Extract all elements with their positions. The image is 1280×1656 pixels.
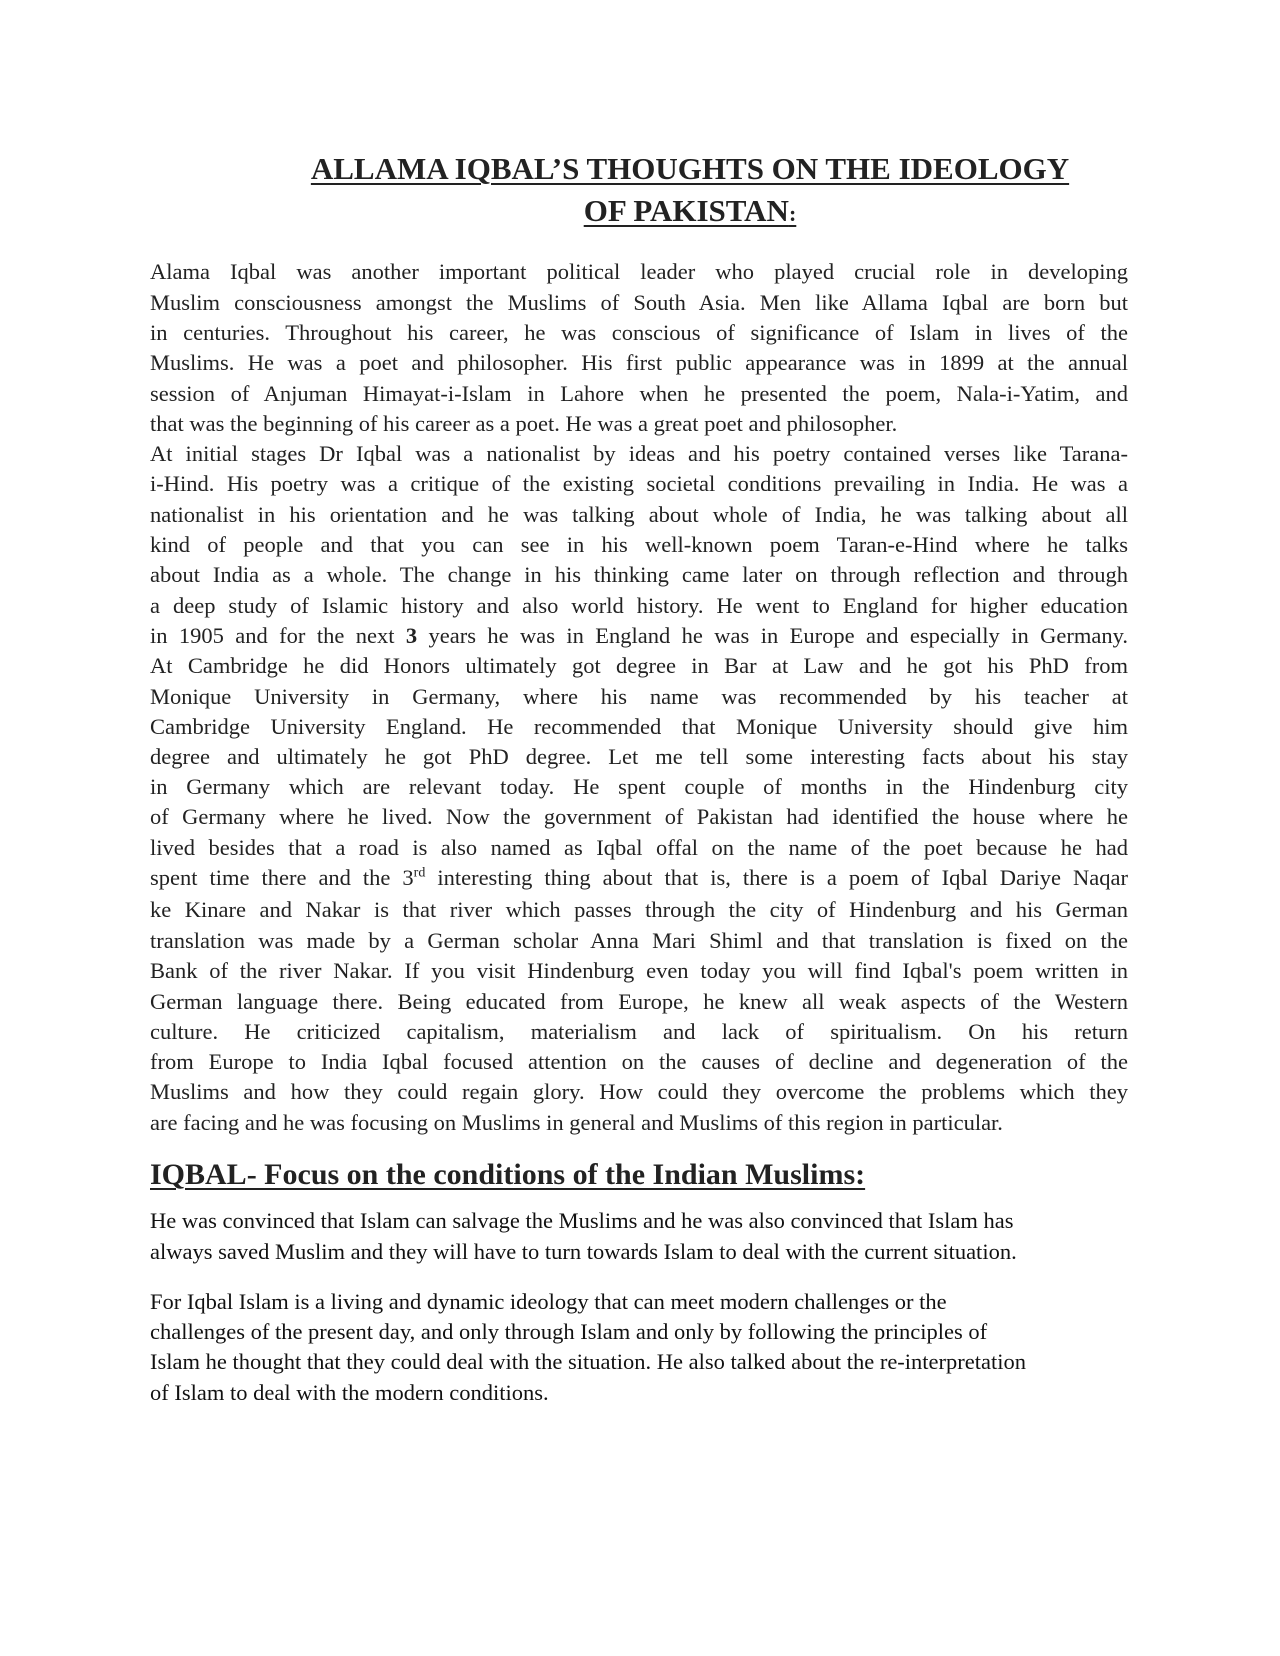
title-text-2 [584, 193, 797, 228]
text-run: in 1905 and for the next [150, 623, 406, 648]
body-line: Alama Iqbal was another important political leader who played crucial role in developing [150, 259, 1128, 284]
body-line: are facing and he was focusing on Muslims in general and Muslims of this region in particular. [150, 1110, 1003, 1135]
body-line: session of Anjuman Himayat-i-Islam in Lahore when he presented the poem, Nala-i-Yatim, and [150, 381, 1128, 406]
body-line: from Europe to India Iqbal focused attention on the causes of decline and degeneration of the [150, 1049, 1128, 1074]
title-colon: : [788, 201, 797, 226]
superscript: rd [413, 865, 426, 881]
body-line: lived besides that a road is also named as Iqbal offal on the name of the poet because he had [150, 835, 1128, 860]
body-line: of Germany where he lived. Now the government of Pakistan had identified the house where he [150, 804, 1128, 829]
title-text-1: ALLAMA IQBAL’S THOUGHTS ON THE IDEOLOGY [310, 151, 1070, 186]
body-line: translation was made by a German scholar Anna Mari Shiml and that translation is fixed on the [150, 928, 1128, 953]
body-line: Islam he thought that they could deal with the situation. He also talked about the re-interpretation [150, 1349, 1027, 1374]
text-run: interesting thing about that is, there is a poem of Iqbal Dariye Naqar [425, 865, 1128, 890]
body-line: At initial stages Dr Iqbal was a nationalist by ideas and his poetry contained verses like Tarana- [150, 441, 1128, 466]
body-line: German language there. Being educated from Europe, he knew all weak aspects of the Western [150, 989, 1128, 1014]
body-line: For Iqbal Islam is a living and dynamic ideology that can meet modern challenges or the [150, 1289, 947, 1314]
body-line: Muslims. He was a poet and philosopher. His first public appearance was in 1899 at the annual [150, 350, 1128, 375]
body-line: that was the beginning of his career as a poet. He was a great poet and philosopher. [150, 411, 898, 436]
body-line: of Islam to deal with the modern conditions. [150, 1380, 549, 1405]
body-line: At Cambridge he did Honors ultimately got degree in Bar at Law and he got his PhD from [150, 653, 1128, 678]
section-heading: IQBAL- Focus on the conditions of the Indian Muslims: [150, 1158, 866, 1191]
body-line: always saved Muslim and they will have to turn towards Islam to deal with the current situation. [150, 1239, 1017, 1264]
body-line: in Germany which are relevant today. He spent couple of months in the Hindenburg city [150, 774, 1128, 799]
body-line: Bank of the river Nakar. If you visit Hindenburg even today you will find Iqbal's poem written in [150, 958, 1128, 983]
document-title-line-1 [270, 148, 1110, 190]
body-line: ke Kinare and Nakar is that river which passes through the city of Hindenburg and his German [150, 897, 1128, 922]
body-line: a deep study of Islamic history and also world history. He went to England for higher education [150, 593, 1128, 618]
body-line: Muslims and how they could regain glory. How could they overcome the problems which they [150, 1079, 1128, 1104]
body-line: Monique University in Germany, where his name was recommended by his teacher at [150, 684, 1128, 709]
body-line: challenges of the present day, and only through Islam and only by following the principles of [150, 1319, 988, 1344]
title-text-2-main: OF PAKISTAN [583, 193, 789, 228]
body-line: culture. He criticized capitalism, materialism and lack of spiritualism. On his return [150, 1019, 1128, 1044]
body-line [150, 863, 1128, 893]
text-run: spent time there and the 3 [150, 865, 414, 890]
body-line [150, 621, 1128, 651]
body-line: nationalist in his orientation and he was talking about whole of India, he was talking about all [150, 502, 1128, 527]
body-line: Muslim consciousness amongst the Muslims of South Asia. Men like Allama Iqbal are born but [150, 290, 1128, 315]
body-line: He was convinced that Islam can salvage the Muslims and he was also convinced that Islam has [150, 1208, 1014, 1233]
body-line: kind of people and that you can see in his well-known poem Taran-e-Hind where he talks [150, 532, 1128, 557]
text-run: years he was in England he was in Europe and especially in Germany. [417, 623, 1128, 648]
body-line: about India as a whole. The change in his thinking came later on through reflection and through [150, 562, 1128, 587]
body-line: Cambridge University England. He recommended that Monique University should give him [150, 714, 1128, 739]
bold-number: 3 [405, 623, 418, 648]
body-line: i-Hind. His poetry was a critique of the existing societal conditions prevailing in India. He was a [150, 471, 1128, 496]
body-line: degree and ultimately he got PhD degree. Let me tell some interesting facts about his stay [150, 744, 1128, 769]
document-title-line-2 [270, 190, 1110, 235]
body-line: in centuries. Throughout his career, he was conscious of significance of Islam in lives of the [150, 320, 1128, 345]
